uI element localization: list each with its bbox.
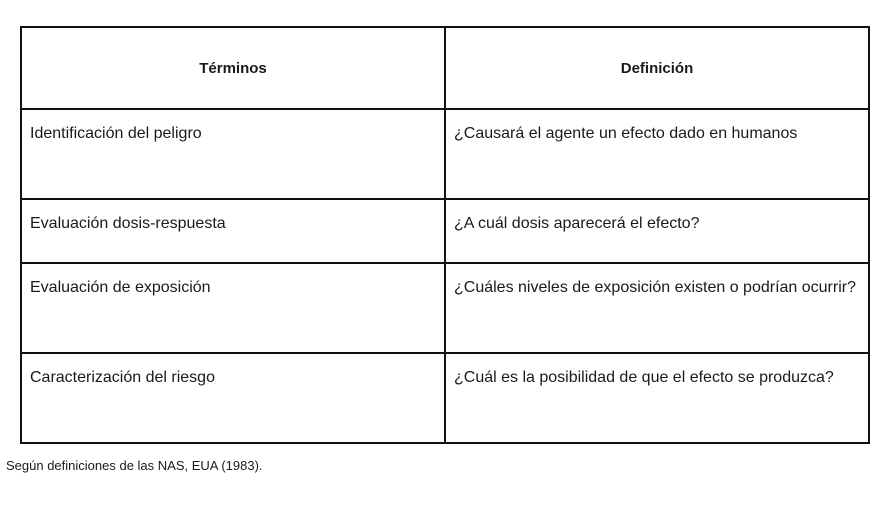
- footnote: Según definiciones de las NAS, EUA (1983).: [6, 458, 263, 473]
- term-cell: Caracterización del riesgo: [21, 353, 445, 443]
- term-cell: Evaluación dosis-respuesta: [21, 199, 445, 263]
- header-terminos: Términos: [21, 27, 445, 109]
- table-row: [21, 199, 869, 263]
- term-cell: Evaluación de exposición: [21, 263, 445, 353]
- definition-cell: ¿Cuáles niveles de exposición existen o podrían ocurrir?: [445, 263, 869, 353]
- terms-table: [20, 26, 870, 444]
- definition-cell: ¿A cuál dosis aparecerá el efecto?: [445, 199, 869, 263]
- table-header-row: [21, 27, 869, 109]
- definition-cell: ¿Causará el agente un efecto dado en humanos: [445, 109, 869, 199]
- table-row: [21, 109, 869, 199]
- header-definicion: Definición: [445, 27, 869, 109]
- table-row: [21, 263, 869, 353]
- table-row: [21, 353, 869, 443]
- term-cell: Identificación del peligro: [21, 109, 445, 199]
- definition-cell: ¿Cuál es la posibilidad de que el efecto se produzca?: [445, 353, 869, 443]
